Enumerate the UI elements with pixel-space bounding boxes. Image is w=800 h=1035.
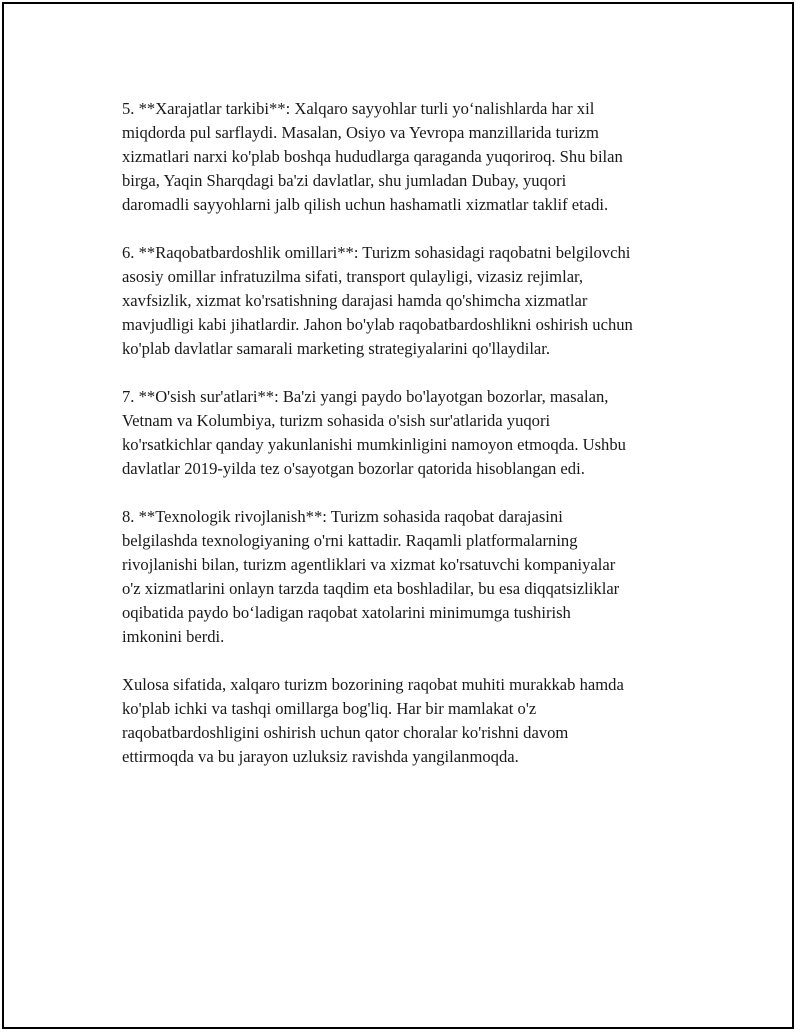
text-line: daromadli sayyohlarni jalb qilish uchun hashamatli xizmatlar taklif etadi. [122, 195, 609, 214]
text-line: ettirmoqda va bu jarayon uzluksiz ravishda yangilanmoqda. [122, 747, 519, 766]
paragraph-technology [122, 505, 702, 649]
text-line: ko'plab ichki va tashqi omillarga bog'liq. Har bir mamlakat o'z [122, 699, 537, 718]
text-line: imkonini berdi. [122, 627, 225, 646]
text-line: xavfsizlik, xizmat ko'rsatishning darajasi hamda qo'shimcha xizmatlar [122, 291, 588, 310]
text-line: birga, Yaqin Sharqdagi ba'zi davlatlar, shu jumladan Dubay, yuqori [122, 171, 567, 190]
text-line: 5. **Xarajatlar tarkibi**: Xalqaro sayyohlar turli yo‘nalishlarda har xil [122, 99, 595, 118]
text-line: rivojlanishi bilan, turizm agentliklari va xizmat ko'rsatuvchi kompaniyalar [122, 555, 616, 574]
paragraph-conclusion [122, 673, 702, 769]
text-line: xizmatlari narxi ko'plab boshqa hududlarga qaraganda yuqoriroq. Shu bilan [122, 147, 623, 166]
text-line: asosiy omillar infratuzilma sifati, transport qulayligi, vizasiz rejimlar, [122, 267, 584, 286]
text-line: Vetnam va Kolumbiya, turizm sohasida o'sish sur'atlarida yuqori [122, 411, 551, 430]
paragraph-growth [122, 385, 702, 481]
text-line: miqdorda pul sarflaydi. Masalan, Osiyo va Yevropa manzillarida turizm [122, 123, 599, 142]
text-line: ko'plab davlatlar samarali marketing strategiyalarini qo'llaydilar. [122, 339, 551, 358]
paragraph-competitiveness [122, 241, 702, 361]
text-line: 7. **O'sish sur'atlari**: Ba'zi yangi paydo bo'layotgan bozorlar, masalan, [122, 387, 609, 406]
text-line: oqibatida paydo bo‘ladigan raqobat xatolarini minimumga tushirish [122, 603, 571, 622]
text-line: belgilashda texnologiyaning o'rni kattadir. Raqamli platformalarning [122, 531, 578, 550]
text-line: raqobatbardoshligini oshirish uchun qator choralar ko'rishni davom [122, 723, 569, 742]
text-line: davlatlar 2019-yilda tez o'sayotgan bozorlar qatorida hisoblangan edi. [122, 459, 585, 478]
text-line: 8. **Texnologik rivojlanish**: Turizm sohasida raqobat darajasini [122, 507, 563, 526]
text-line: Xulosa sifatida, xalqaro turizm bozorining raqobat muhiti murakkab hamda [122, 675, 624, 694]
document-body [122, 97, 702, 793]
text-line: 6. **Raqobatbardoshlik omillari**: Turizm sohasidagi raqobatni belgilovchi [122, 243, 631, 262]
text-line: o'z xizmatlarini onlayn tarzda taqdim eta boshladilar, bu esa diqqatsizliklar [122, 579, 620, 598]
page-frame [2, 2, 794, 1029]
paragraph-costs [122, 97, 702, 217]
text-line: ko'rsatkichlar qanday yakunlanishi mumkinligini namoyon etmoqda. Ushbu [122, 435, 626, 454]
text-line: mavjudligi kabi jihatlardir. Jahon bo'ylab raqobatbardoshlikni oshirish uchun [122, 315, 633, 334]
